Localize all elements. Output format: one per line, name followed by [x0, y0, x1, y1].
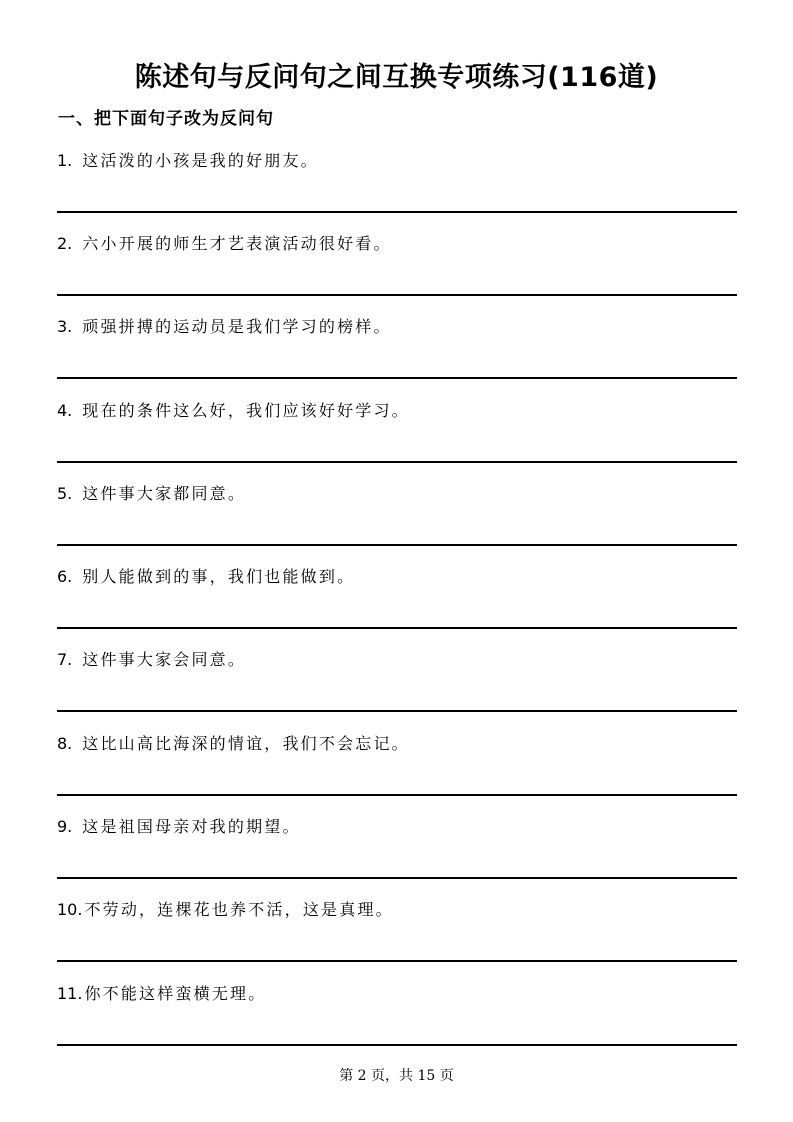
- answer-line: [57, 794, 737, 796]
- question-item-2: [57, 232, 737, 315]
- question-text: [57, 898, 394, 922]
- question-text: [57, 232, 392, 256]
- question-text: [57, 149, 319, 173]
- answer-line: [57, 710, 737, 712]
- question-number: 9.: [57, 817, 73, 836]
- question-number: 3.: [57, 317, 73, 336]
- question-sentence: 六小开展的师生才艺表演活动很好看。: [82, 234, 392, 253]
- answer-line: [57, 1044, 737, 1046]
- question-number: 6.: [57, 567, 73, 586]
- answer-line: [57, 544, 737, 546]
- question-item-1: [57, 149, 737, 232]
- page-title: 陈述句与反问句之间互换专项练习(116道): [134, 62, 659, 93]
- question-text: [57, 315, 392, 339]
- question-text: [57, 648, 246, 672]
- answer-line: [57, 461, 737, 463]
- question-sentence: 你不能这样蛮横无理。: [84, 984, 267, 1003]
- question-item-5: [57, 482, 737, 565]
- question-sentence: 不劳动，连棵花也养不活，这是真理。: [84, 900, 394, 919]
- question-text: [57, 732, 410, 756]
- question-item-7: [57, 648, 737, 731]
- question-item-4: [57, 399, 737, 482]
- answer-line: [57, 211, 737, 213]
- question-number: 5.: [57, 484, 73, 503]
- question-text: [57, 565, 355, 589]
- section-heading: 一、把下面句子改为反问句: [58, 109, 274, 129]
- answer-line: [57, 960, 737, 962]
- question-text: [57, 982, 266, 1006]
- question-sentence: 这件事大家都同意。: [82, 484, 247, 503]
- question-item-10: [57, 898, 737, 981]
- question-sentence: 这是祖国母亲对我的期望。: [82, 817, 301, 836]
- question-text: [57, 815, 301, 839]
- page-footer: 第 2 页，共 15 页: [339, 1068, 454, 1084]
- question-item-3: [57, 315, 737, 398]
- question-text: [57, 399, 410, 423]
- question-number: 4.: [57, 401, 73, 420]
- question-number: 1.: [57, 151, 73, 170]
- question-item-8: [57, 732, 737, 815]
- answer-line: [57, 377, 737, 379]
- question-sentence: 顽强拼搏的运动员是我们学习的榜样。: [82, 317, 392, 336]
- question-item-6: [57, 565, 737, 648]
- question-sentence: 现在的条件这么好，我们应该好好学习。: [82, 401, 410, 420]
- question-sentence: 这活泼的小孩是我的好朋友。: [82, 151, 319, 170]
- question-sentence: 这比山高比海深的情谊，我们不会忘记。: [82, 734, 410, 753]
- question-sentence: 这件事大家会同意。: [82, 650, 247, 669]
- question-number: 7.: [57, 650, 73, 669]
- question-number: 10.: [57, 900, 83, 919]
- answer-line: [57, 627, 737, 629]
- question-number: 8.: [57, 734, 73, 753]
- question-sentence: 别人能做到的事，我们也能做到。: [82, 567, 356, 586]
- answer-line: [57, 877, 737, 879]
- answer-line: [57, 294, 737, 296]
- question-number: 2.: [57, 234, 73, 253]
- question-text: [57, 482, 246, 506]
- question-item-9: [57, 815, 737, 898]
- question-number: 11.: [57, 984, 83, 1003]
- question-item-11: [57, 982, 737, 1065]
